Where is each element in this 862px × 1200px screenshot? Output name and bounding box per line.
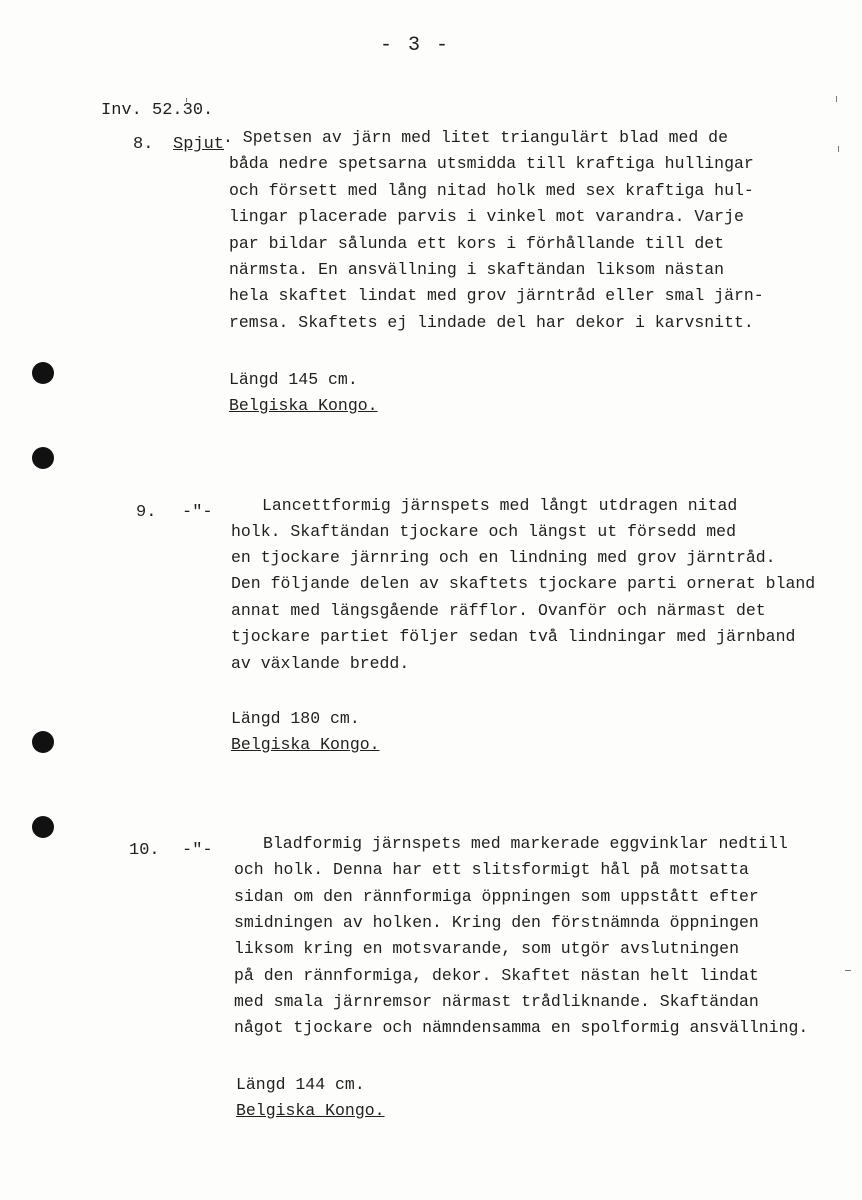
entry-line: remsa. Skaftets ej lindade del har dekor i karvsnitt.: [229, 313, 754, 332]
speck: [845, 970, 851, 971]
entry-length: Längd 180 cm.: [231, 709, 360, 728]
entry-line: båda nedre spetsarna utsmidda till kraftiga hullingar: [229, 154, 754, 173]
entry-line: smidningen av holken. Kring den förstnämnda öppningen: [234, 913, 759, 932]
entry-first-line: Bladformig järnspets med markerade eggvinklar nedtill: [263, 834, 788, 853]
entry-line: Den följande delen av skaftets tjockare parti ornerat bland: [231, 574, 816, 593]
page-number: - 3 -: [380, 34, 451, 57]
punch-hole: [32, 731, 54, 753]
entry-origin: Belgiska Kongo.: [236, 1101, 385, 1120]
entry-line: och försett med lång nitad holk med sex kraftiga hul-: [229, 181, 754, 200]
entry-first-line: Lancettformig järnspets med långt utdragen nitad: [262, 496, 738, 515]
entry-title: Spjut: [173, 135, 225, 154]
entry-line: tjockare partiet följer sedan två lindningar med järnband: [231, 627, 796, 646]
entry-line: liksom kring en motsvarande, som utgör avslutningen: [234, 939, 739, 958]
entry-line: på den rännformiga, dekor. Skaftet nästan helt lindat: [234, 966, 759, 985]
entry-number: 8.: [133, 135, 154, 154]
entry-number: 10.: [129, 841, 160, 860]
entry-line: lingar placerade parvis i vinkel mot varandra. Varje: [229, 207, 744, 226]
entry-origin: Belgiska Kongo.: [231, 735, 380, 754]
entry-number: 9.: [136, 503, 157, 522]
ditto-mark: -"-: [182, 841, 213, 860]
inventory-number: Inv. 52.30.: [101, 101, 214, 120]
entry-line: annat med längsgående räfflor. Ovanför och närmast det: [231, 601, 766, 620]
entry-first-line: . Spetsen av järn med litet triangulärt blad med de: [223, 128, 728, 147]
entry-line: holk. Skaftändan tjockare och längst ut försedd med: [231, 522, 736, 541]
entry-line: med smala järnremsor närmast trådliknande. Skaftändan: [234, 992, 759, 1011]
entry-line: par bildar sålunda ett kors i förhållande till det: [229, 234, 725, 253]
speck: [838, 146, 839, 152]
entry-line: närmsta. En ansvällning i skaftändan liksom nästan: [229, 260, 725, 279]
speck: [836, 96, 837, 102]
punch-hole: [32, 816, 54, 838]
entry-line: något tjockare och nämndensamma en spolformig ansvällning.: [234, 1018, 809, 1037]
entry-line: hela skaftet lindat med grov järntråd eller smal järn-: [229, 286, 764, 305]
entry-origin: Belgiska Kongo.: [229, 396, 378, 415]
punch-hole: [32, 362, 54, 384]
ditto-mark: -"-: [182, 503, 213, 522]
entry-line: sidan om den rännformiga öppningen som uppstått efter: [234, 887, 759, 906]
entry-line: en tjockare järnring och en lindning med grov järntråd.: [231, 548, 776, 567]
entry-length: Längd 144 cm.: [236, 1075, 365, 1094]
entry-line: av växlande bredd.: [231, 654, 410, 673]
punch-hole: [32, 447, 54, 469]
entry-line: och holk. Denna har ett slitsformigt hål på motsatta: [234, 860, 749, 879]
entry-length: Längd 145 cm.: [229, 370, 358, 389]
